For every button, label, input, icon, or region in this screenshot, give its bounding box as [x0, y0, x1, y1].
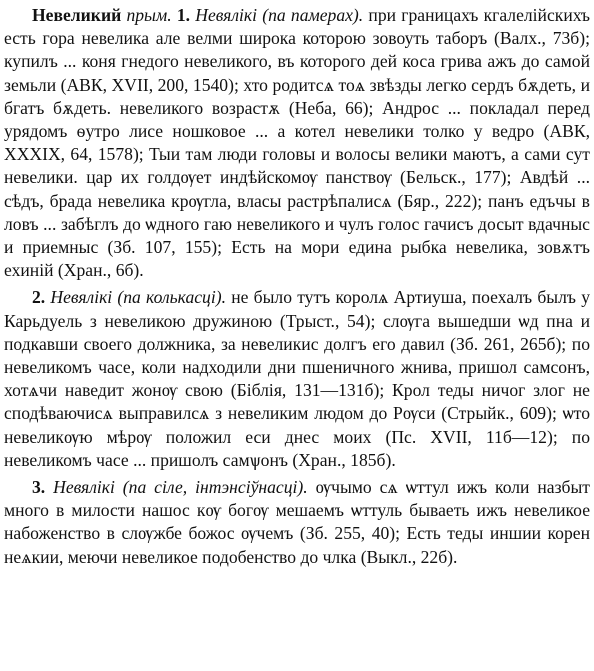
sense-1 — [4, 4, 590, 282]
sense-3-number: 3. — [32, 477, 46, 498]
sense-3-text: ѹчымо сѧ ѡттул ижъ коли назбыт много в милости нашос кѹ богѹ мешаемъ ѡттуль бываеть ижъ невеликое набоженство в слѹжбе божос ѹчемъ (Зб. 255, 40); Есть теды иншии корен неѧкии, меючи невеликое подобенство до члка (Выкл., 22б). — [4, 477, 590, 567]
sense-1-text: при границахъ кгалелійскихъ есть гора невелика але велми широка которою зовоуть таборъ (Валх., 73б); купилъ ... коня гнедого невеликого, въ которого дей коса грива ажъ до самой земьли (АВК, XVII, 200, 1540); хто родитсѧ тоѧ звѣзды легко сердъ бѫдеть, и бгатъ бѫдеть. невеликого возрастѫ (Неба, 66); Андрос ... покладал перед урядомъ ѳутро лисе ношковое ... а котел невелики толко у ведро (АВК, XXXIX, 64, 1578); Тыи там люди головы и волосы велики маютъ, а сами сут невелики. цар их голдѹет индѣйскомѹ панствѹ (Бельск., 177); Авдѣй ... сѣдъ, брада невелика крѹгла, власы растрѣпалисѧ (Бяр., 222); панъ едъчы в ловъ ... забѣглъ до ѡдного гаю невеликого и чулъ голос гачисъ досыт вдачныс и приемныс (Зб. 107, 155); Есть на мори едина рыбка невелика, зовѫтъ ехиній (Хран., 6б). — [4, 5, 590, 281]
sense-2-gloss: Невялікі (па колькасці). — [50, 287, 226, 308]
headword: Невеликий — [32, 5, 122, 25]
sense-1-gloss: Невялікі (па памерах). — [195, 5, 364, 25]
sense-2-number: 2. — [32, 287, 46, 308]
sense-1-number: 1. — [176, 5, 191, 25]
sense-3 — [4, 476, 590, 569]
sense-3-gloss: Невялікі (па сіле, інтэнсіўнасці). — [53, 477, 308, 498]
sense-2 — [4, 286, 590, 472]
part-of-speech: прым. — [126, 5, 172, 25]
sense-2-text: не было тутъ королѧ Артиуша, поехалъ былъ у Карьдуель з невеликою дружиною (Трыст., 54); слѹга вышедши ѡд пна и подкавши своего должника, за невеликис долгъ его давил (Зб. 261, 265б); по невеликомъ часе, коли надходили дни пшеничного жнива, пришол самсонъ, хотѧчи наведит жонѹ свою (Біблія, 131—131б); Крол теды ничог злог не сподѣваючисѧ выправилсѧ з невеликим людом до Рѹси (Стрыйк., 609); ѡто невеликѹю мѣрѹ положил еси днес моих (Пс. XVII, 11б—12); по невеликомъ часе ... пришолъ самѱонъ (Хран., 185б). — [4, 287, 591, 470]
